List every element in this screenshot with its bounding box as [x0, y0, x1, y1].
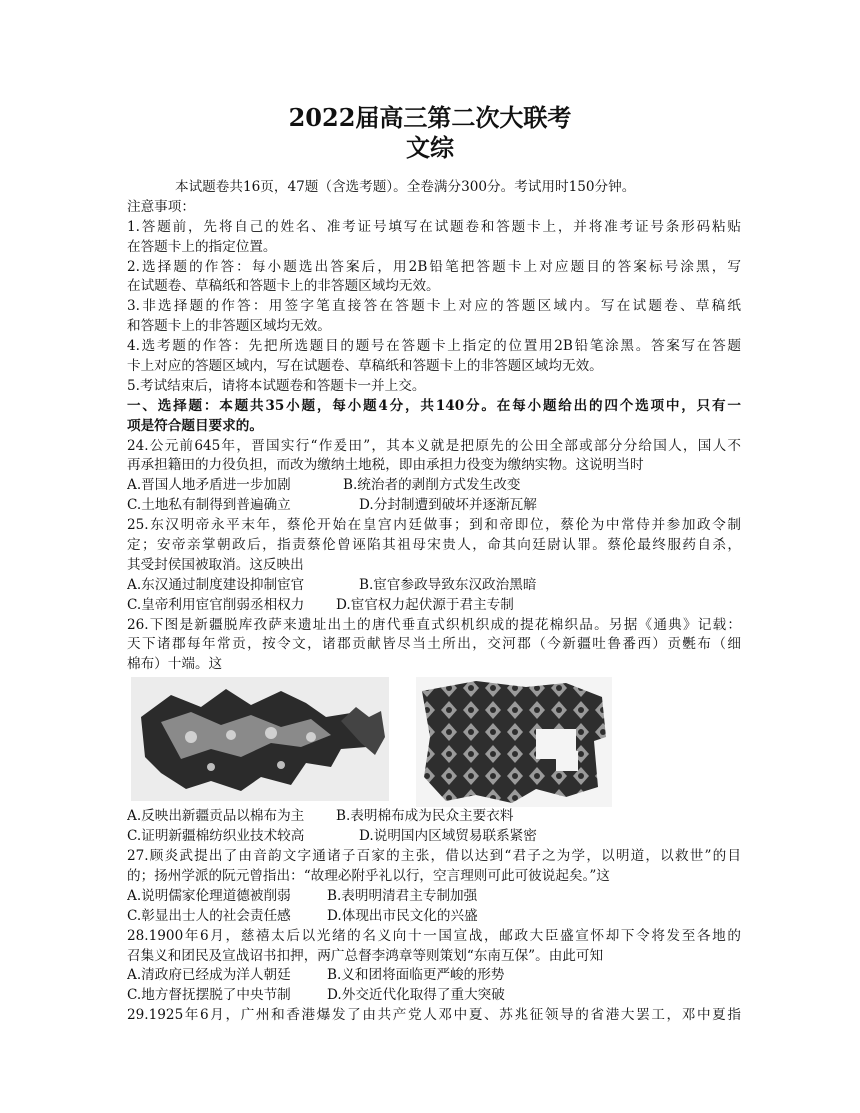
textile-figure: [127, 675, 741, 807]
option-c: C.地方督抚摆脱了中央节制: [127, 987, 291, 1004]
option-a: A.晋国人地矛盾进一步加剧: [127, 477, 291, 494]
option-b: B.表明明清君主专制加强: [327, 887, 478, 904]
patterned-fabric-image: [416, 677, 612, 807]
notice-line: 在答题卡上的指定位置。: [127, 238, 277, 255]
question-25-options: [127, 576, 741, 596]
option-d: D.说明国内区域贸易联系紧密: [359, 828, 537, 845]
intro-text: 本试题卷共16页，47题（含选考题）。全卷满分300分。考试用时150分钟。: [175, 179, 636, 195]
question-26-options: [127, 807, 741, 827]
question-26-stem: 天下诸郡每年常贡，按令文，诸郡贡献皆尽当土所出，交河郡（今新疆吐鲁番西）贡氎布（细: [127, 636, 741, 653]
question-27-stem: 27.顾炎武提出了由音韵文字通诸子百家的主张，借以达到“君子之为学，以明道，以救世”的目: [127, 848, 741, 865]
notice-line: 2.选择题的作答：每小题选出答案后，用2B铅笔把答题卡上对应题目的答案标号涂黑，写: [127, 258, 741, 275]
question-25-options: [127, 596, 741, 616]
question-27-stem: 的；扬州学派的阮元曾指出：“故理必附乎礼以行，空言理则可此可彼说起矣。”这: [127, 867, 610, 884]
option-a: A.反映出新疆贡品以棉布为主: [127, 808, 305, 825]
option-a: A.说明儒家伦理道德被削弱: [127, 887, 291, 904]
option-c: C.皇帝利用宦官削弱丞相权力: [127, 596, 305, 613]
option-d: D.外交近代化取得了重大突破: [327, 987, 505, 1004]
option-b: B.统治者的剥削方式发生改变: [343, 477, 521, 494]
exam-title: 2022届高三第二次大联考: [288, 103, 572, 132]
question-24-options: [127, 496, 741, 516]
option-b: B.宦官参政导致东汉政治黑暗: [359, 576, 537, 593]
exam-subject: 文综: [406, 133, 454, 162]
option-d: D.体现出市民文化的兴盛: [327, 907, 478, 924]
question-27-options: [127, 907, 741, 927]
question-26-stem: 26.下图是新疆脱库孜萨来遗址出土的唐代垂直式织机织成的提花棉织品。另据《通典》记载：: [127, 616, 741, 633]
section-heading: 一、选择题：本题共35小题，每小题4分，共140分。在每小题给出的四个选项中，只有一: [127, 397, 741, 414]
notice-heading: 注意事项：: [127, 198, 195, 215]
notice-line: 3.非选择题的作答：用签字笔直接答在答题卡上对应的答题区域内。写在试题卷、草稿纸: [127, 298, 741, 315]
question-26-options: [127, 827, 741, 847]
option-a: A.东汉通过制度建设抑制宦官: [127, 576, 305, 593]
notice-line: 1.答题前，先将自己的姓名、准考证号填写在试题卷和答题卡上，并将准考证号条形码粘贴: [127, 218, 741, 235]
question-29-stem: 29.1925年6月，广州和香港爆发了由共产党人邓中夏、苏兆征领导的省港大罢工，邓中夏指: [127, 1007, 741, 1024]
notice-line: 在试题卷、草稿纸和答题卡上的非答题区域均无效。: [127, 278, 440, 295]
question-28-options: [127, 966, 741, 986]
option-c: C.证明新疆棉纺织业技术较高: [127, 828, 305, 845]
question-26-stem: 棉布）十端。这: [127, 656, 223, 673]
option-c: C.彰显出士人的社会责任感: [127, 907, 291, 924]
notice-line: 5.考试结束后，请将本试题卷和答题卡一并上交。: [127, 377, 426, 394]
question-28-stem: 召集义和团民及宣战诏书扣押，两广总督李鸿章等则策划“东南互保”。由此可知: [127, 947, 604, 964]
section-heading-cont: 项是符合题目要求的。: [127, 417, 263, 434]
option-a: A.清政府已经成为洋人朝廷: [127, 967, 291, 984]
exam-body: [127, 178, 741, 1026]
question-28-options: [127, 986, 741, 1006]
option-b: B.表明棉布成为民众主要衣料: [336, 808, 514, 825]
option-c: C.土地私有制得到普遍确立: [127, 497, 291, 514]
option-b: B.义和团将面临更严峻的形势: [327, 967, 505, 984]
notice-line: 和答题卡上的非答题区域均无效。: [127, 318, 331, 335]
option-d: D.宦官权力起伏源于君主专制: [336, 596, 514, 613]
question-27-options: [127, 887, 741, 907]
option-d: D.分封制遭到破坏并逐渐瓦解: [359, 497, 537, 514]
question-28-stem: 28.1900年6月，慈禧太后以光绪的名义向十一国宣战，邮政大臣盛宣怀却下令将发至各地的: [127, 927, 741, 944]
question-25-stem: 25.东汉明帝永平末年，蔡伦开始在皇宫内廷做事；到和帝即位，蔡伦为中常侍并参加政令制: [127, 517, 741, 534]
textile-fragment-image: [131, 677, 389, 801]
question-25-stem: 定；安帝亲掌朝政后，指责蔡伦曾诬陷其祖母宋贵人，命其向廷尉认罪。蔡伦最终服药自杀，: [127, 537, 741, 554]
question-25-stem: 其受封侯国被取消。这反映出: [127, 556, 304, 573]
question-24-stem: 24.公元前645年，晋国实行“作爰田”，其本义就是把原先的公田全部或部分分给国人，国人不: [127, 437, 741, 454]
notice-line: 卡上对应的答题区域内，写在试题卷、草稿纸和答题卡上的非答题区域均无效。: [127, 358, 603, 375]
question-24-options: [127, 476, 741, 496]
question-24-stem: 再承担籍田的力役负担，而改为缴纳土地税，即由承担力役变为缴纳实物。这说明当时: [127, 457, 644, 474]
notice-line: 4.选考题的作答：先把所选题目的题号在答题卡上指定的位置用2B铅笔涂黑。答案写在答题: [127, 338, 741, 355]
